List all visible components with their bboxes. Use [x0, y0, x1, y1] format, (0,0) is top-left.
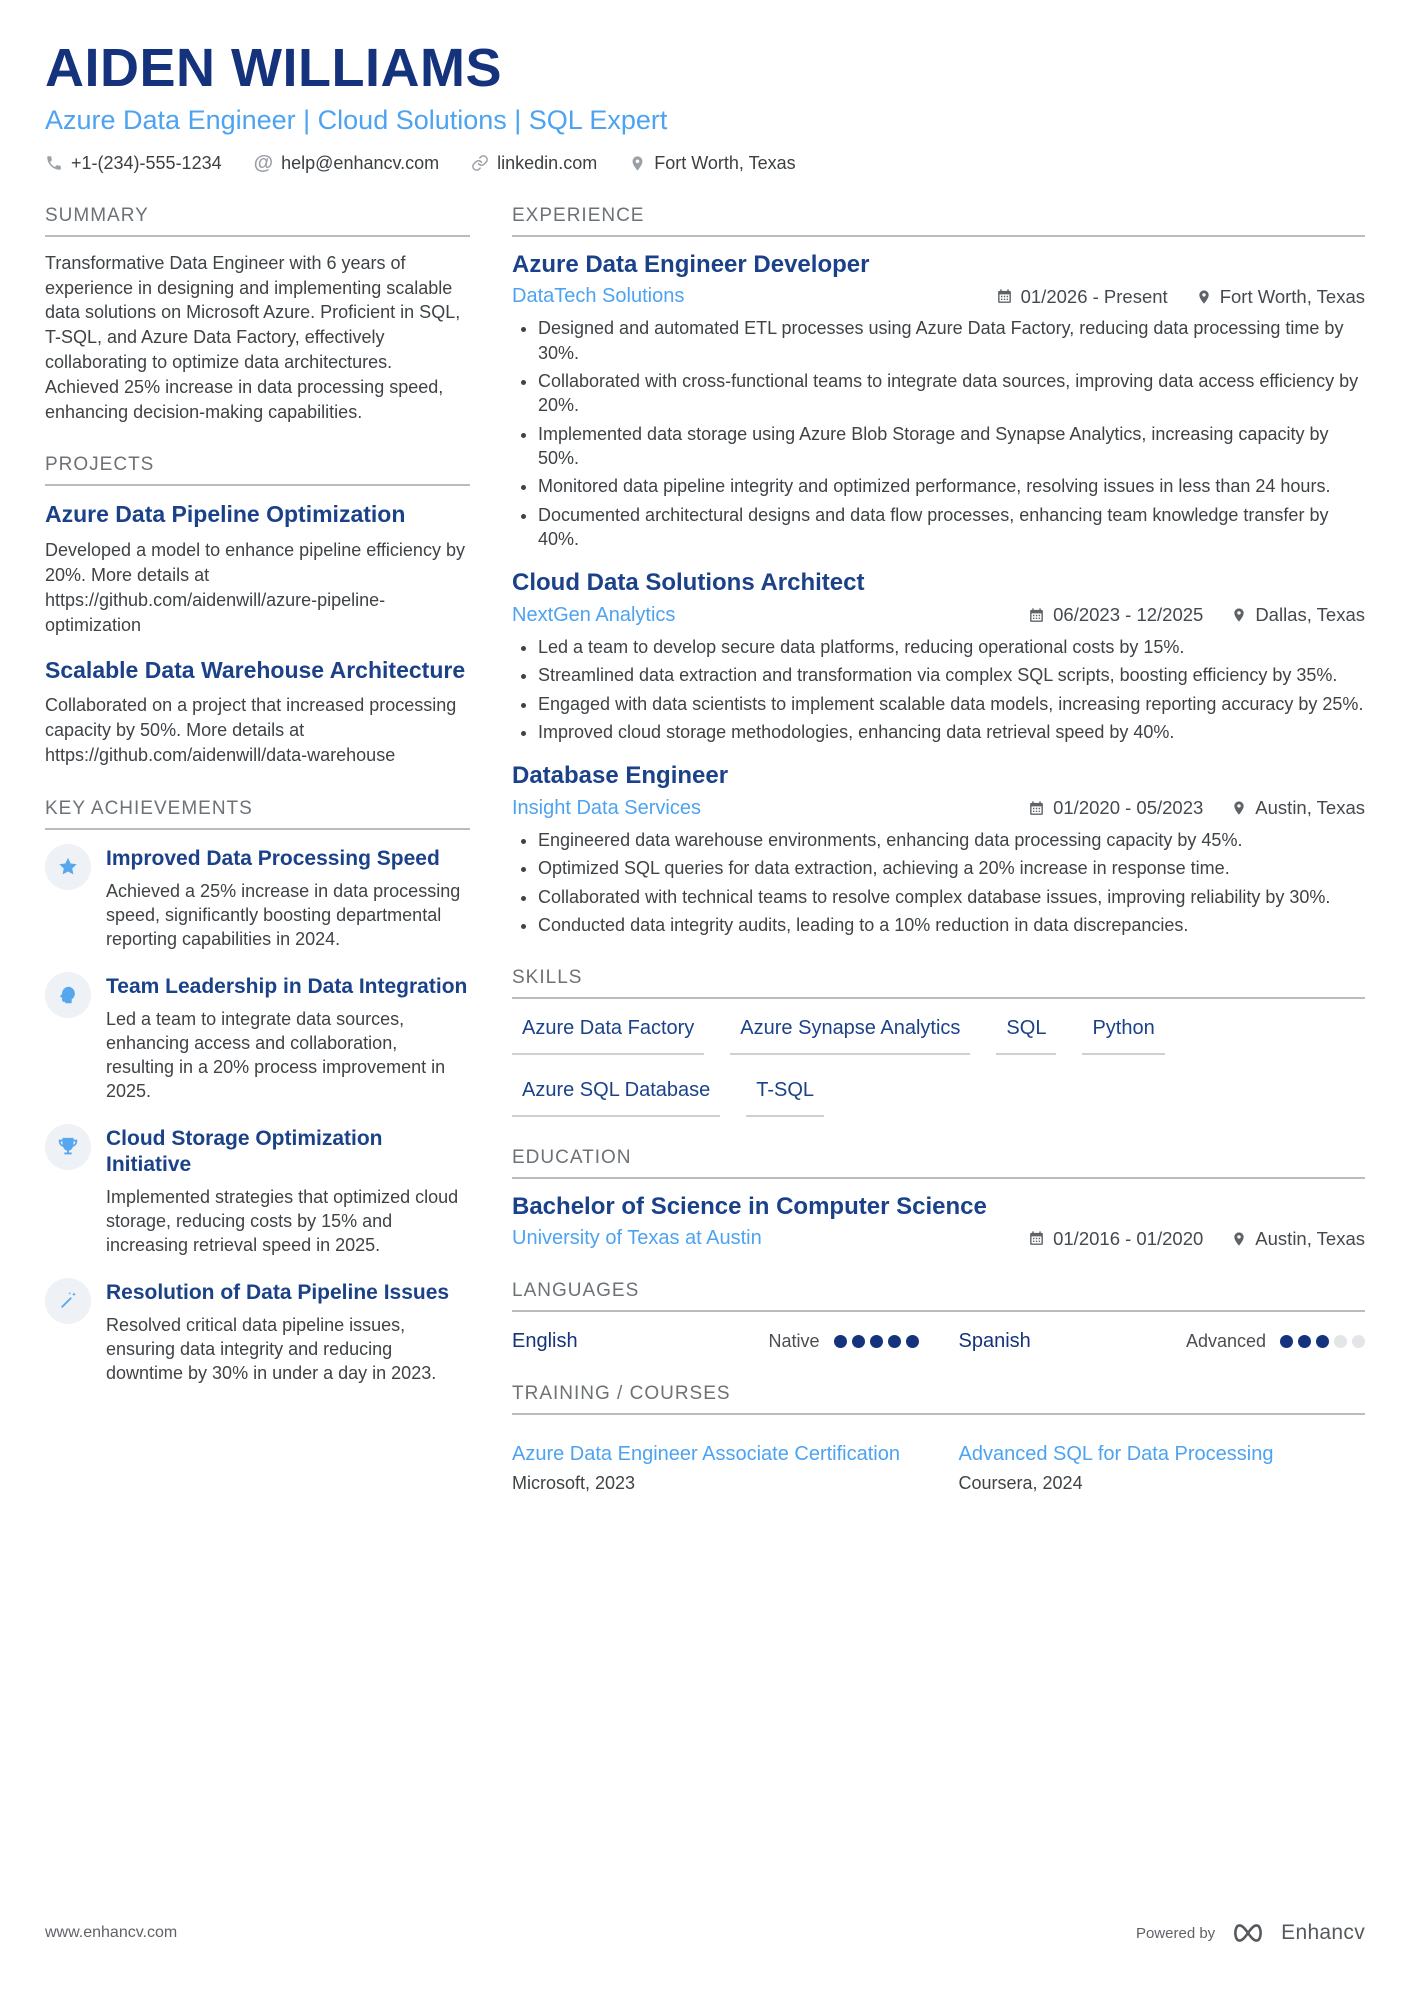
job-meta-group	[1028, 797, 1365, 819]
achievement-title: Resolution of Data Pipeline Issues	[106, 1281, 450, 1305]
projects-section	[45, 454, 470, 767]
languages-section	[512, 1280, 1365, 1353]
language-name: English	[512, 1330, 578, 1353]
head-icon	[57, 984, 79, 1006]
job-entry	[512, 569, 1365, 744]
course-item	[959, 1429, 1366, 1494]
left-column	[45, 205, 470, 1524]
skills-heading: SKILLS	[512, 967, 1365, 999]
language-level: Advanced	[1185, 1331, 1266, 1352]
education-dates-text: 01/2016 - 01/2020	[1053, 1227, 1204, 1249]
contact-phone	[45, 153, 222, 174]
job-bullet: • Designed and automated ETL processes using Azure Data Factory, reducing data processing time by 30%.	[538, 316, 1365, 365]
calendar-icon	[1028, 800, 1045, 817]
achievement-body	[106, 1124, 470, 1258]
skill-item: T-SQL	[746, 1079, 824, 1117]
job-entry	[512, 762, 1365, 937]
contact-phone-text: +1-(234)-555-1234	[71, 152, 222, 173]
trophy-icon	[57, 1136, 79, 1158]
job-bullet: • Led a team to develop secure data platforms, reducing operational costs by 15%.	[538, 635, 1365, 659]
course-title: Azure Data Engineer Associate Certification	[512, 1443, 900, 1466]
education-location	[1231, 1228, 1365, 1250]
achievement-title: Team Leadership in Data Integration	[106, 974, 468, 998]
job-bullet: • Documented architectural designs and data flow processes, enhancing team knowledge transfer by 40%.	[538, 503, 1365, 552]
key-achievements-section	[45, 798, 470, 1386]
summary-heading: SUMMARY	[45, 205, 470, 237]
footer-site-url: www.enhancv.com	[45, 1924, 178, 1941]
summary-text: Transformative Data Engineer with 6 years of experience in designing and implementing scalable data solutions on Microsoft Azure. Proficient in SQL, T-SQL, and Azure Data Factory, effectively collaborating to optimize data architectures. Achieved 25% increase in data processing speed, enhancing decision-making capabilities.	[45, 252, 461, 422]
project-title: Azure Data Pipeline Optimization	[45, 501, 406, 528]
job-bullet: • Conducted data integrity audits, leading to a 10% reduction in data discrepancies.	[538, 913, 1365, 937]
achievement-item	[45, 1278, 470, 1386]
course-title: Advanced SQL for Data Processing	[958, 1443, 1274, 1466]
job-dates-text: 01/2026 - Present	[1020, 285, 1168, 307]
star-icon	[57, 856, 79, 878]
course-item	[512, 1429, 919, 1494]
course-provider: Microsoft, 2023	[512, 1473, 636, 1494]
person-headline: Azure Data Engineer | Cloud Solutions | SQL Expert	[45, 104, 668, 135]
job-bullet: • Collaborated with technical teams to resolve complex database issues, improving reliability by 30%.	[538, 885, 1365, 909]
contact-email-text[interactable]: help@enhancv.com	[281, 152, 440, 173]
job-dates	[1028, 797, 1203, 819]
calendar-icon	[996, 288, 1013, 305]
education-heading: EDUCATION	[512, 1147, 1365, 1179]
job-company: NextGen Analytics	[512, 603, 676, 626]
achievement-title: Improved Data Processing Speed	[106, 846, 440, 870]
skill-item: Azure Synapse Analytics	[730, 1017, 970, 1055]
job-bullet: • Implemented data storage using Azure Blob Storage and Synapse Analytics, increasing capacity by 50%.	[538, 422, 1365, 471]
project-item	[45, 500, 470, 637]
degree-title: Bachelor of Science in Computer Science	[512, 1193, 987, 1221]
skill-item: Azure SQL Database	[512, 1079, 720, 1117]
education-meta-row	[512, 1227, 1365, 1250]
job-meta-group	[1028, 604, 1365, 626]
job-dates	[996, 286, 1168, 308]
education-section	[512, 1147, 1365, 1250]
job-bullet: • Streamlined data extraction and transformation via complex SQL scripts, boosting efficiency by 35%.	[538, 663, 1365, 687]
summary-section	[45, 205, 470, 425]
resume-header	[45, 40, 1365, 175]
at-icon: @	[253, 151, 274, 174]
job-title: Database Engineer	[512, 762, 729, 790]
phone-icon	[45, 154, 63, 172]
achievement-body	[106, 1278, 470, 1386]
job-bullet: • Improved cloud storage methodologies, enhancing data retrieval speed by 40%.	[538, 720, 1365, 744]
contact-email[interactable]	[254, 152, 440, 175]
job-bullet: • Monitored data pipeline integrity and optimized performance, resolving issues in less than 24 hours.	[538, 474, 1365, 498]
job-meta-row	[512, 604, 1365, 627]
job-company: Insight Data Services	[512, 796, 701, 819]
project-item	[45, 656, 470, 768]
achievement-body	[106, 972, 470, 1104]
contact-row	[45, 152, 1365, 175]
skill-item: Python	[1082, 1017, 1164, 1055]
job-location	[1231, 604, 1365, 626]
job-location-text: Fort Worth, Texas	[1219, 285, 1365, 307]
location-icon	[1231, 607, 1247, 623]
education-dates	[1028, 1228, 1203, 1250]
course-provider: Coursera, 2024	[958, 1473, 1083, 1494]
skill-item: Azure Data Factory	[512, 1017, 704, 1055]
job-company: DataTech Solutions	[512, 285, 685, 308]
right-column	[512, 205, 1365, 1524]
job-bullet-list	[512, 316, 1365, 551]
job-location-text: Austin, Texas	[1255, 797, 1365, 819]
language-proficiency	[1186, 1331, 1365, 1352]
achievement-item	[45, 844, 470, 952]
achievement-icon-circle	[45, 1278, 91, 1324]
contact-linkedin-text[interactable]: linkedin.com	[497, 152, 598, 173]
job-title: Cloud Data Solutions Architect	[512, 569, 865, 597]
training-list	[512, 1429, 1365, 1494]
location-icon	[1231, 800, 1247, 816]
achievement-description: Achieved a 25% increase in data processing speed, significantly boosting departmental reporting capabilities in 2024.	[106, 881, 461, 949]
projects-heading: PROJECTS	[45, 454, 470, 486]
contact-location	[629, 153, 795, 174]
key-achievements-heading: KEY ACHIEVEMENTS	[45, 798, 470, 830]
language-proficiency-dots	[1280, 1335, 1365, 1348]
job-bullet-list	[512, 828, 1365, 937]
job-meta-row	[512, 797, 1365, 820]
experience-heading: EXPERIENCE	[512, 205, 1365, 237]
job-location-text: Dallas, Texas	[1255, 604, 1365, 626]
calendar-icon	[1028, 607, 1045, 624]
powered-by-label: Powered by	[1135, 1924, 1216, 1942]
job-meta-group	[996, 286, 1365, 308]
location-icon	[1196, 289, 1212, 305]
job-title: Azure Data Engineer Developer	[512, 250, 870, 278]
job-entry	[512, 251, 1365, 551]
language-proficiency	[768, 1331, 918, 1352]
link-icon	[471, 154, 489, 172]
education-meta-group	[1028, 1228, 1365, 1250]
achievement-icon-circle	[45, 972, 91, 1018]
language-level: Native	[768, 1331, 820, 1352]
enhancv-brand-name: Enhancv	[1281, 1921, 1365, 1944]
education-location-text: Austin, Texas	[1255, 1227, 1365, 1249]
achievement-title: Cloud Storage Optimization Initiative	[106, 1126, 383, 1177]
experience-section	[512, 205, 1365, 937]
contact-location-text: Fort Worth, Texas	[654, 152, 796, 173]
job-dates-text: 01/2020 - 05/2023	[1053, 797, 1204, 819]
calendar-icon	[1028, 1230, 1045, 1247]
project-title: Scalable Data Warehouse Architecture	[45, 656, 466, 683]
job-location	[1231, 797, 1365, 819]
skills-list	[512, 1017, 1365, 1117]
achievement-icon-circle	[45, 1124, 91, 1170]
job-bullet-list	[512, 635, 1365, 744]
location-icon	[629, 155, 646, 172]
person-name: AIDEN WILLIAMS	[45, 38, 502, 98]
footer-brand-group	[1136, 1919, 1365, 1947]
language-item	[959, 1330, 1366, 1353]
languages-heading: LANGUAGES	[512, 1280, 1365, 1312]
language-name: Spanish	[958, 1330, 1031, 1353]
job-bullet: • Optimized SQL queries for data extraction, achieving a 20% increase in response time.	[538, 856, 1365, 880]
achievement-item	[45, 1124, 470, 1258]
training-heading: TRAINING / COURSES	[512, 1383, 1365, 1415]
location-icon	[1231, 1231, 1247, 1247]
skill-item: SQL	[996, 1017, 1056, 1055]
achievement-description: Resolved critical data pipeline issues, ensuring data integrity and reducing downtime by 30% in under a day in 2023.	[106, 1315, 437, 1384]
project-description: Collaborated on a project that increased processing capacity by 50%. More details at https://github.com/aidenwill/data-warehouse	[45, 695, 457, 765]
job-meta-row	[512, 285, 1365, 308]
achievement-icon-circle	[45, 844, 91, 890]
job-dates	[1028, 604, 1203, 626]
contact-linkedin[interactable]	[471, 153, 597, 174]
job-location	[1196, 286, 1365, 308]
skills-section	[512, 967, 1365, 1117]
project-description: Developed a model to enhance pipeline efficiency by 20%. More details at https://github.com/aidenwill/azure-pipeline-optimization	[45, 540, 465, 635]
achievement-body	[106, 844, 470, 952]
language-proficiency-dots	[834, 1335, 919, 1348]
languages-list	[512, 1330, 1365, 1353]
achievement-description: Led a team to integrate data sources, enhancing access and collaboration, resulting in a 20% process improvement in 2025.	[106, 1009, 446, 1101]
achievement-item	[45, 972, 470, 1104]
achievement-description: Implemented strategies that optimized cloud storage, reducing costs by 15% and increasing retrieval speed in 2025.	[106, 1187, 459, 1256]
wand-icon	[57, 1290, 79, 1312]
job-bullet: • Engineered data warehouse environments, enhancing data processing capacity by 45%.	[538, 828, 1365, 852]
enhancv-logo-icon	[1227, 1919, 1269, 1947]
job-bullet: • Collaborated with cross-functional teams to integrate data sources, improving data access efficiency by 20%.	[538, 369, 1365, 418]
training-section	[512, 1383, 1365, 1494]
page-footer	[45, 1919, 1365, 1947]
language-item	[512, 1330, 919, 1353]
job-bullet: • Engaged with data scientists to implement scalable data models, increasing reporting accuracy by 25%.	[538, 692, 1365, 716]
job-dates-text: 06/2023 - 12/2025	[1053, 604, 1204, 626]
school-name: University of Texas at Austin	[512, 1227, 762, 1250]
